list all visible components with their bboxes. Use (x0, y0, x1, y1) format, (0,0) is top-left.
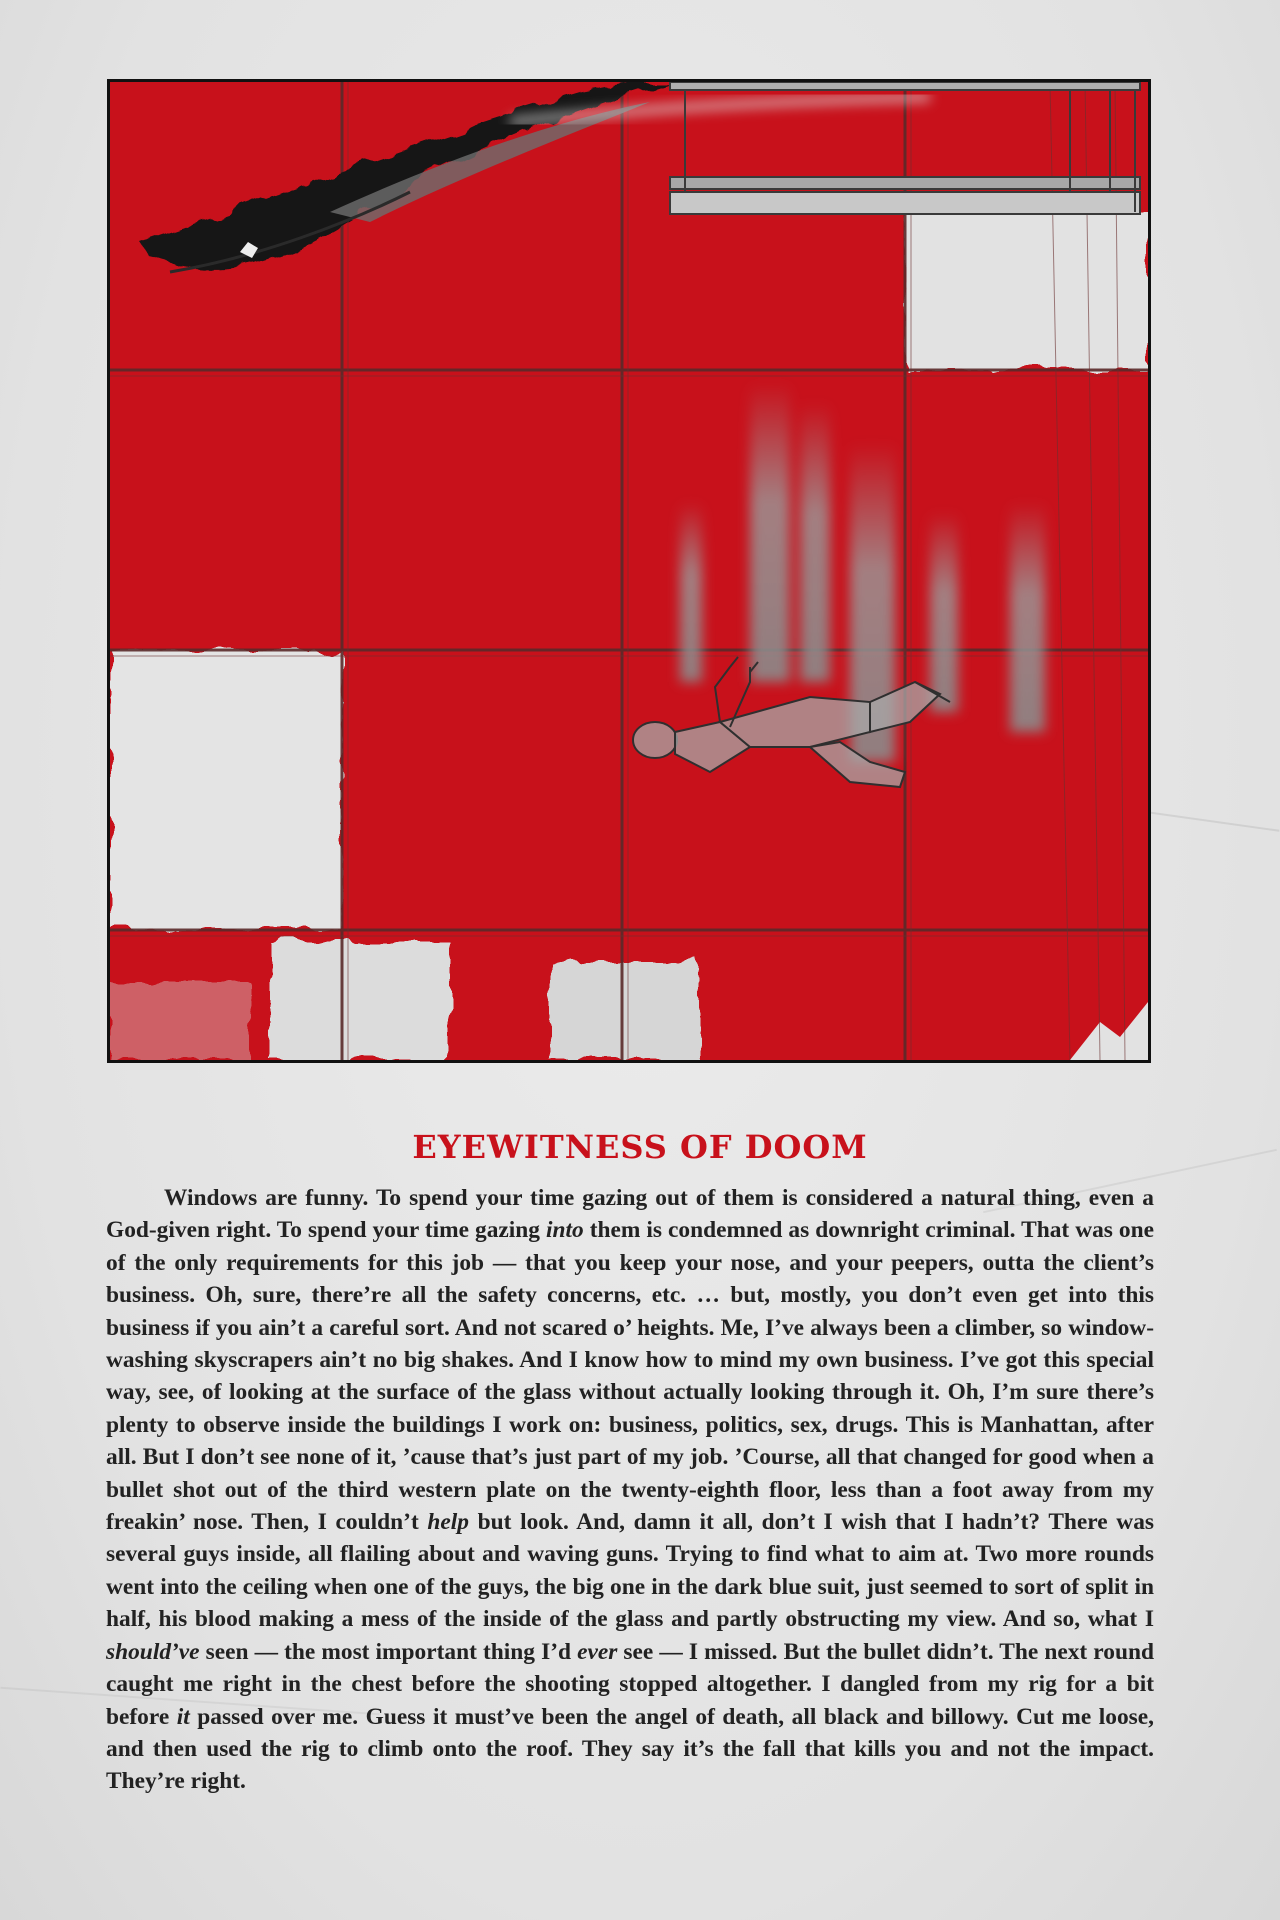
story-emphasis: ever (577, 1638, 618, 1665)
story-text-segment: Windows are funny. To spend your time gazing out of them is considered a natural thing, even a God-given right. To spend your time gazing (106, 1185, 1154, 1244)
story-text-segment: them is condemned as downright criminal. That was one of the only requirements for this job — that you keep your nose, and your peepers, outta the client’s business. Oh, sure, there’re all the safety concerns, etc. … but, mostly, you don’t even get into this business if you ain’t a careful sort. And not scared o’ heights. Me, I’ve always been a climber, so window-washing skyscrapers ain’t no big shakes. And I know how to mind my own business. I’ve got this special way, see, of looking at the surface of the glass without actually looking through it. Oh, I’m sure there’s plenty to observe inside the buildings I work on: business, politics, sex, drugs. This is Manhattan, after all. But I don’t see none of it, ’cause that’s just part of my job. ’Course, all that changed for good when a bullet shot out of the third western plate on the twenty-eighth floor, less than a foot away from my freakin’ nose. Then, I couldn’t (106, 1217, 1154, 1536)
story-text-segment: see — I missed. But the bullet didn’t. The next round caught me right in the chest before the shooting stopped altogether. I dangled from my rig for a bit before (106, 1638, 1154, 1730)
story-text-segment: seen — the most important thing I’d (199, 1638, 578, 1665)
story-text-segment: passed over me. Guess it must’ve been the angel of death, all black and billowy. Cut me loose, and then used the rig to climb onto the roof. They say it’s the fall that kills you and not the impact. They’re right. (106, 1703, 1154, 1795)
paper-crease (1141, 810, 1280, 831)
falling-window-washer-painting (110, 82, 1148, 1060)
story-body (106, 1182, 1154, 1798)
story-title: EYEWITNESS OF DOOM (412, 1128, 868, 1166)
story-emphasis: into (546, 1217, 584, 1244)
story-emphasis: should’ve (106, 1638, 200, 1665)
story-illustration (107, 79, 1151, 1063)
story-emphasis: help (427, 1509, 469, 1536)
story-emphasis: it (176, 1703, 190, 1730)
story-text-segment: but look. And, damn it all, don’t I wish that I hadn’t? There was several guys inside, all flailing about and waving guns. Trying to find what to aim at. Two more rounds went into the ceiling when one of the guys, the big one in the dark blue suit, just seemed to sort of split in half, his blood making a mess of the inside of the glass and partly obstructing my view. And so, what I (106, 1509, 1154, 1633)
